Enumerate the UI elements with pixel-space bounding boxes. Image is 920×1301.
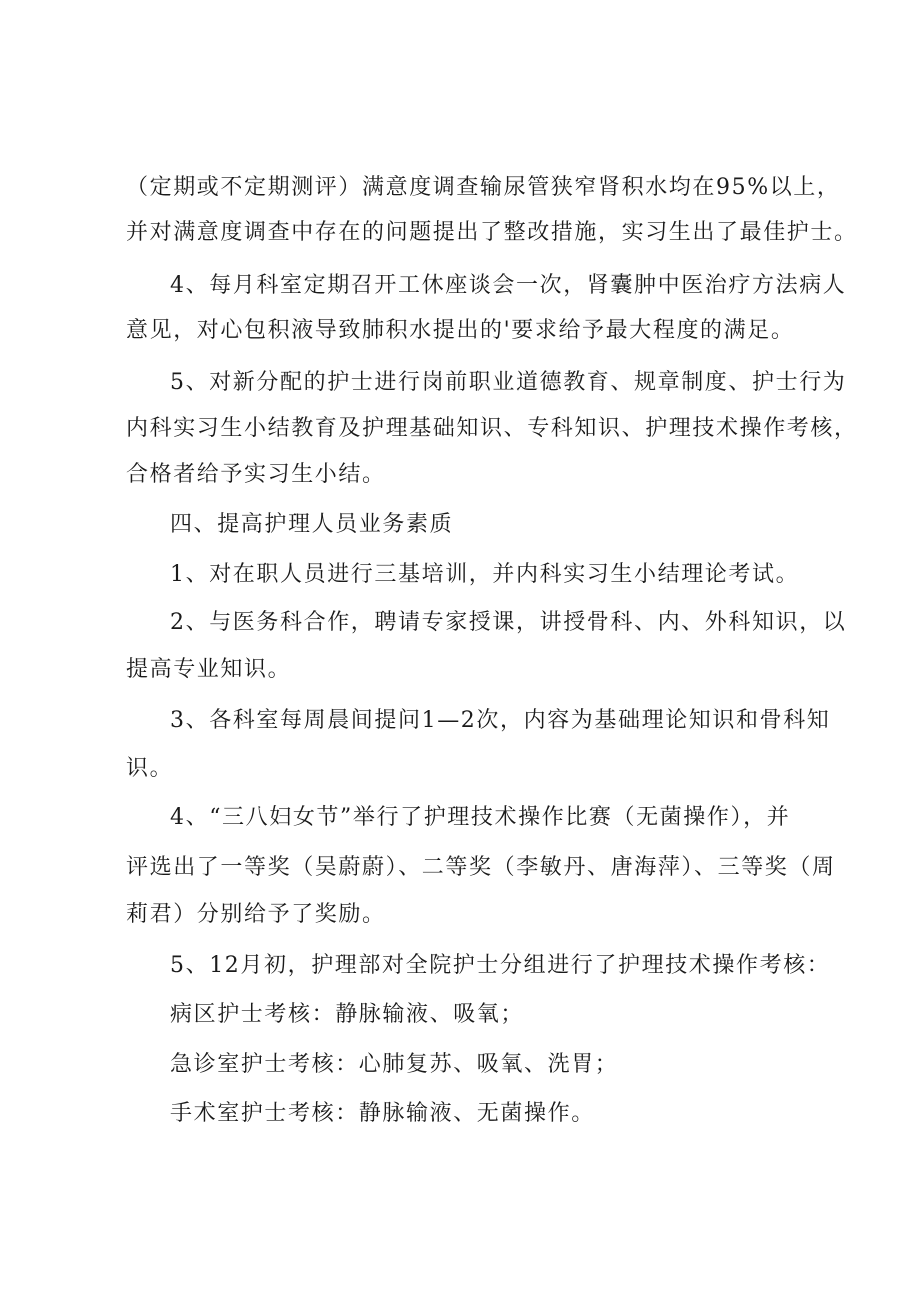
- text-line: 意见，对心包积液导致肺积水提出的'要求给予最大程度的满足。: [126, 318, 795, 343]
- text-line: 评选出了一等奖（吴蔚蔚）、二等奖（李敏丹、唐海萍）、三等奖（周: [126, 855, 836, 880]
- text-line: 莉君）分别给予了奖励。: [126, 902, 386, 927]
- text-line: 手术室护士考核：静脉输液、无菌操作。: [170, 1101, 595, 1126]
- text-line: 提高专业知识。: [126, 657, 292, 682]
- text-line: （定期或不定期测评）满意度调查输尿管狭窄肾积水均在95%以上，: [126, 175, 841, 200]
- text-line: 合格者给予实习生小结。: [126, 462, 386, 487]
- text-line: 3、各科室每周晨间提问1—2次，内容为基础理论知识和骨科知: [170, 708, 831, 733]
- text-line: 识。: [126, 756, 174, 781]
- text-line: 急诊室护士考核：心肺复苏、吸氧、洗胃；: [170, 1052, 619, 1077]
- text-line: 2、与医务科合作，聘请专家授课，讲授骨科、内、外科知识，以: [170, 610, 847, 635]
- text-line: 病区护士考核：静脉输液、吸氧；: [170, 1002, 525, 1027]
- text-line: 并对满意度调查中存在的问题提出了整改措施，实习生出了最佳护士。: [126, 220, 858, 245]
- text-line: 1、对在职人员进行三基培训，并内科实习生小结理论考试。: [170, 562, 800, 587]
- text-line: 内科实习生小结教育及护理基础知识、专科知识、护理技术操作考核，: [126, 416, 858, 441]
- text-line: 5、12月初，护理部对全院护士分组进行了护理技术操作考核：: [170, 953, 831, 978]
- text-line: 4、每月科室定期召开工休座谈会一次，肾囊肿中医治疗方法病人: [170, 273, 847, 298]
- section-heading: 四、提高护理人员业务素质: [170, 512, 454, 537]
- text-line: 5、对新分配的护士进行岗前职业道德教育、规章制度、护士行为: [170, 370, 847, 395]
- text-line: 4、“三八妇女节”举行了护理技术操作比赛（无菌操作），并: [170, 805, 791, 830]
